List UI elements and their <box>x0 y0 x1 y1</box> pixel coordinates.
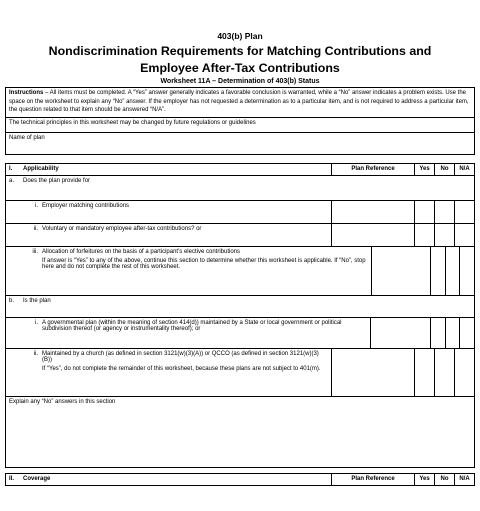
page-title <box>5 43 475 77</box>
notice-text: The technical principles in this worksheet may be changed by future regulations or guidelines <box>9 120 256 127</box>
plan-reference-cell[interactable] <box>331 349 414 396</box>
instructions-text: – All items must be completed. A “Yes” answer generally indicates a favorable conclusion is warranted, while a “No” answer indicates a problem exists. Use the space on the worksheet to explain any “No” answer. If the employer has not requested a determination as to a particular item, and is not required to address a particular item, the question related to that item should be answered “N/A”. <box>9 90 469 114</box>
na-checkbox[interactable] <box>454 349 474 396</box>
na-checkbox[interactable] <box>459 247 474 295</box>
section1-table <box>5 163 475 468</box>
yes-checkbox[interactable] <box>414 224 434 246</box>
no-checkbox[interactable] <box>445 247 460 295</box>
plan-reference-cell[interactable] <box>370 318 430 348</box>
worksheet-subtitle: Worksheet 11A – Determination of 403(b) Status <box>160 78 320 85</box>
section1-heading: I. Applicability <box>9 166 59 173</box>
col-na: N/A <box>454 474 474 485</box>
col-plan-reference: Plan Reference <box>331 474 414 485</box>
na-checkbox[interactable] <box>459 318 474 348</box>
title-line-2: Employee After-Tax Contributions <box>140 61 340 75</box>
no-checkbox[interactable] <box>434 201 454 223</box>
question-b-i: i. A governmental plan (within the meaning of section 414(d)) maintained by a State or local government or political subdivision thereof (or agency or instrumentality thereof); or <box>35 320 342 333</box>
plan-reference-cell[interactable] <box>331 201 414 223</box>
instructions-label: Instructions <box>9 90 44 96</box>
no-checkbox[interactable] <box>445 318 460 348</box>
yes-checkbox[interactable] <box>430 318 445 348</box>
name-of-plan-row[interactable] <box>6 132 474 154</box>
explain-no-answers-label: Explain any “No” answers in this section <box>9 399 116 406</box>
question-b-ii: ii. Maintained by a church (as defined in section 3121(w)(3)(A)) or QCCO (as defined in section 3121(w)(3)(B)) If “Yes”, do not complete the remainder of this worksheet, because these plans are not subject to 401(m). <box>6 349 331 396</box>
question-b: b. Is the plan <box>9 298 51 305</box>
instructions-block <box>5 87 475 117</box>
section2-heading: II. Coverage <box>9 476 51 483</box>
plan-type-heading: 403(b) Plan <box>217 31 263 41</box>
col-na: N/A <box>454 164 474 175</box>
question-a-ii: ii. Voluntary or mandatory employee after-tax contributions? or <box>33 226 202 233</box>
no-checkbox[interactable] <box>434 349 454 396</box>
question-b-i-row[interactable] <box>6 317 474 348</box>
question-b-ii-row[interactable] <box>6 348 474 396</box>
question-b-row <box>6 295 474 317</box>
yes-checkbox[interactable] <box>430 247 445 295</box>
name-of-plan-label: Name of plan <box>9 135 45 142</box>
question-a-iii-row[interactable] <box>6 246 474 295</box>
question-a: a. Does the plan provide for <box>9 178 91 185</box>
plan-reference-cell[interactable] <box>371 247 431 295</box>
no-checkbox[interactable] <box>434 224 454 246</box>
question-a-i: i. Employer matching contributions <box>35 203 130 210</box>
worksheet-page <box>5 31 475 486</box>
notice-row <box>6 118 474 132</box>
title-line-1: Nondiscrimination Requirements for Matching Contributions and <box>48 44 432 58</box>
na-checkbox[interactable] <box>454 201 474 223</box>
yes-checkbox[interactable] <box>414 349 434 396</box>
explain-row[interactable] <box>6 396 474 467</box>
question-a-iii-note: If answer is “Yes” to any of the above, continue this section to determine whether this worksheet is applicable. If “No”, stop here and do not complete the rest of this worksheet. <box>42 258 366 271</box>
question-a-i-row[interactable] <box>6 200 474 223</box>
notice-box <box>5 117 475 155</box>
section1-header-row <box>6 164 474 175</box>
question-b-ii-note: If “Yes”, do not complete the remainder of this worksheet, because these plans are not subject to 401(m). <box>42 366 321 373</box>
col-yes: Yes <box>414 474 434 485</box>
na-checkbox[interactable] <box>454 224 474 246</box>
yes-checkbox[interactable] <box>414 201 434 223</box>
col-no: No <box>434 164 454 175</box>
question-a-ii-row[interactable] <box>6 223 474 246</box>
col-no: No <box>434 474 454 485</box>
plan-reference-cell[interactable] <box>331 224 414 246</box>
question-a-iii: iii. Allocation of forfeitures on the basis of a participant’s elective contributions If answer is “Yes” to any of the above, continue this section to determine whether this worksheet is applicable. If “No”, stop here and do not complete the rest of this worksheet. <box>6 247 371 295</box>
question-a-row <box>6 175 474 200</box>
col-plan-reference: Plan Reference <box>331 164 414 175</box>
col-yes: Yes <box>414 164 434 175</box>
